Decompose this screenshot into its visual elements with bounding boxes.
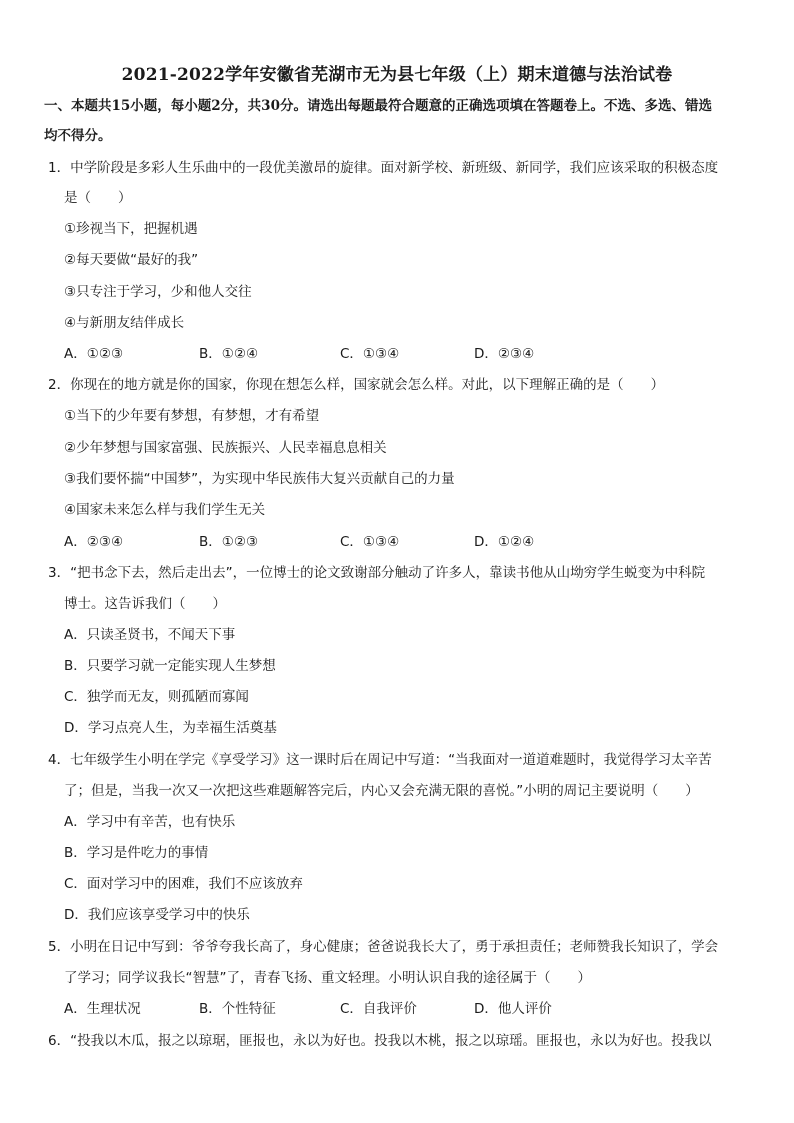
question-2-item-2: ②少年梦想与国家富强、民族振兴、人民幸福息息相关 [64, 440, 387, 456]
question-2-option-a: A．②③④ [64, 534, 124, 550]
exam-title: 2021-2022学年安徽省芜湖市无为县七年级（上）期末道德与法治试卷 [121, 65, 673, 85]
section-instruction-line-1: 一、本题共15小题，每小题2分，共30分。请选出每题最符合题意的正确选项填在答题卷上。不选、多选、错选 [44, 98, 712, 114]
question-2-option-b: B．①②③ [199, 534, 259, 550]
question-2-option-c: C．①③④ [340, 534, 400, 550]
question-3-stem-line-2: 博士。这告诉我们（ ） [64, 596, 226, 612]
question-1-option-d: D．②③④ [474, 346, 535, 362]
question-2-item-1: ①当下的少年要有梦想，有梦想，才有希望 [64, 408, 320, 424]
question-1-item-2: ②每天要做“最好的我” [64, 252, 199, 268]
question-4-option-b: B．学习是件吃力的事情 [64, 845, 209, 861]
question-5-stem-line-2: 了学习；同学议我长“智慧”了，青春飞扬、重文轻理。小明认识自我的途径属于（ ） [64, 970, 591, 986]
question-1-stem-line-2: 是（ ） [64, 190, 132, 206]
question-1-option-a: A．①②③ [64, 346, 124, 362]
question-2-item-4: ④国家未来怎么样与我们学生无关 [64, 502, 266, 518]
question-2-item-3: ③我们要怀揣“中国梦”，为实现中华民族伟大复兴贡献自己的力量 [64, 471, 455, 487]
question-2-option-d: D．①②④ [474, 534, 535, 550]
question-1-stem-line-1: 1．中学阶段是多彩人生乐曲中的一段优美激昂的旋律。面对新学校、新班级、新同学，我们应该采取的积极态度 [48, 160, 719, 176]
question-3-stem-line-1: 3．“把书念下去，然后走出去”，一位博士的论文致谢部分触动了许多人，靠读书他从山坳穷学生蜕变为中科院 [48, 565, 706, 581]
question-4-option-c: C．面对学习中的困难，我们不应该放弃 [64, 876, 303, 892]
question-4-stem-line-2: 了；但是，当我一次又一次把这些难题解答完后，内心又会充满无限的喜悦。”小明的周记主要说明（ ） [64, 783, 699, 799]
question-1-item-3: ③只专注于学习，少和他人交往 [64, 284, 252, 300]
question-2-stem-line-1: 2．你现在的地方就是你的国家，你现在想怎么样，国家就会怎么样。对此，以下理解正确的是（ ） [48, 377, 665, 393]
section-instruction-line-2: 均不得分。 [44, 128, 112, 144]
question-6-stem-line-1: 6．“投我以木瓜，报之以琼琚，匪报也，永以为好也。投我以木桃，报之以琼瑶。匪报也，永以为好也。投我以 [48, 1033, 712, 1049]
question-5-stem-line-1: 5．小明在日记中写到：爷爷夸我长高了，身心健康；爸爸说我长大了，勇于承担责任；老师赞我长知识了，学会 [48, 939, 719, 955]
question-4-stem-line-1: 4．七年级学生小明在学完《享受学习》这一课时后在周记中写道：“当我面对一道道难题时，我觉得学习太辛苦 [48, 752, 712, 768]
question-5-option-a: A．生理状况 [64, 1001, 141, 1017]
question-3-option-b: B．只要学习就一定能实现人生梦想 [64, 658, 276, 674]
question-4-option-d: D．我们应该享受学习中的快乐 [64, 907, 250, 923]
question-4-option-a: A．学习中有辛苦，也有快乐 [64, 814, 236, 830]
question-5-option-b: B．个性特征 [199, 1001, 276, 1017]
question-3-option-a: A．只读圣贤书，不闻天下事 [64, 627, 236, 643]
question-5-option-c: C．自我评价 [340, 1001, 417, 1017]
question-1-option-b: B．①②④ [199, 346, 259, 362]
question-3-option-d: D．学习点亮人生，为幸福生活奠基 [64, 720, 277, 736]
question-5-option-d: D．他人评价 [474, 1001, 552, 1017]
question-1-item-1: ①珍视当下，把握机遇 [64, 221, 198, 237]
question-1-item-4: ④与新朋友结伴成长 [64, 315, 185, 331]
question-1-option-c: C．①③④ [340, 346, 400, 362]
question-3-option-c: C．独学而无友，则孤陋而寡闻 [64, 689, 249, 705]
